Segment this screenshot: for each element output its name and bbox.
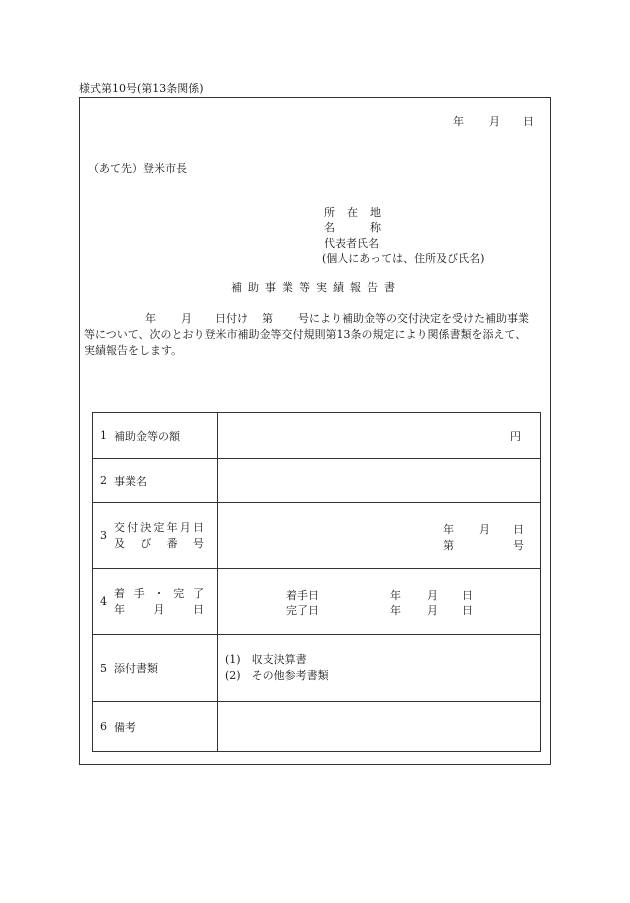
decision-month: 月 [479, 523, 490, 536]
end-year: 年 [390, 604, 401, 617]
date-year: 年 [453, 115, 464, 128]
attachment-item: (1) 収支決算書 [225, 653, 307, 666]
row-number: 1 [100, 429, 107, 442]
body-line3: 実績報告をします。 [84, 344, 183, 357]
table-row [93, 702, 541, 752]
start-completion-value-cell[interactable] [218, 569, 541, 635]
row-label-cell [93, 569, 218, 635]
decision-year: 年 [443, 523, 454, 536]
body-line1-rest: 号により補助金等の交付決定を受けた補助事業 [298, 312, 529, 325]
yen-unit: 円 [510, 429, 521, 443]
body-day-dated: 日付け [215, 312, 248, 325]
body-line2: 等について、次のとおり登米市補助金等交付規則第13条の規定により関係書類を添えて、 [84, 328, 527, 341]
form-number-label: 様式第10号(第13条関係) [79, 82, 204, 95]
start-month: 月 [427, 589, 438, 602]
row-number: 4 [100, 595, 107, 608]
end-day: 日 [462, 604, 473, 617]
grant-decision-label: 交 付 決 定 年 月 日 及 び 番 号 [114, 520, 204, 550]
start-date-label: 着手日 [286, 589, 319, 602]
start-year: 年 [390, 589, 401, 602]
row-label-cell [93, 635, 218, 702]
project-name-value-cell[interactable] [218, 459, 541, 503]
end-month: 月 [427, 604, 438, 617]
attachments-value-cell[interactable] [218, 635, 541, 702]
grant-decision-value-cell[interactable] [218, 503, 541, 569]
address-label: 所 在 地 [324, 206, 381, 219]
row-number: 5 [100, 661, 107, 675]
subsidy-amount-value-cell[interactable] [218, 413, 541, 459]
row-number: 3 [100, 529, 107, 542]
row-label-cell [93, 702, 218, 752]
remarks-label: 備考 [114, 720, 136, 734]
decision-day: 日 [513, 523, 524, 536]
start-day: 日 [462, 589, 473, 602]
remarks-value-cell[interactable] [218, 702, 541, 752]
end-date-label: 完了日 [286, 604, 319, 617]
table-row [93, 635, 541, 702]
report-table [92, 412, 541, 752]
document-title: 補助事業等実績報告書 [231, 281, 401, 294]
name-label: 名 称 [324, 221, 381, 234]
table-row [93, 569, 541, 635]
attachment-item: (2) その他参考書類 [225, 669, 329, 682]
row-label-cell [93, 503, 218, 569]
body-year: 年 [145, 312, 156, 325]
row-number: 2 [100, 474, 107, 487]
start-completion-label: 着 手 ・ 完 了 年 月 日 [114, 586, 204, 616]
body-dai: 第 [262, 312, 273, 325]
subsidy-amount-label: 補助金等の額 [114, 429, 180, 443]
decision-go: 号 [513, 539, 524, 552]
date-day: 日 [523, 115, 534, 128]
representative-label: 代表者氏名 [324, 237, 379, 250]
table-row [93, 459, 541, 503]
body-month: 月 [181, 312, 192, 325]
attachments-label: 添付書類 [114, 662, 158, 675]
row-label-cell [93, 413, 218, 459]
table-row [93, 413, 541, 459]
individual-note: (個人にあっては、住所及び氏名) [322, 252, 485, 265]
date-month: 月 [489, 115, 500, 128]
decision-dai: 第 [443, 539, 454, 552]
row-number: 6 [100, 720, 107, 733]
table-row [93, 503, 541, 569]
row-label-cell [93, 459, 218, 503]
project-name-label: 事業名 [114, 474, 147, 488]
addressee: （あて先）登米市長 [88, 162, 187, 175]
